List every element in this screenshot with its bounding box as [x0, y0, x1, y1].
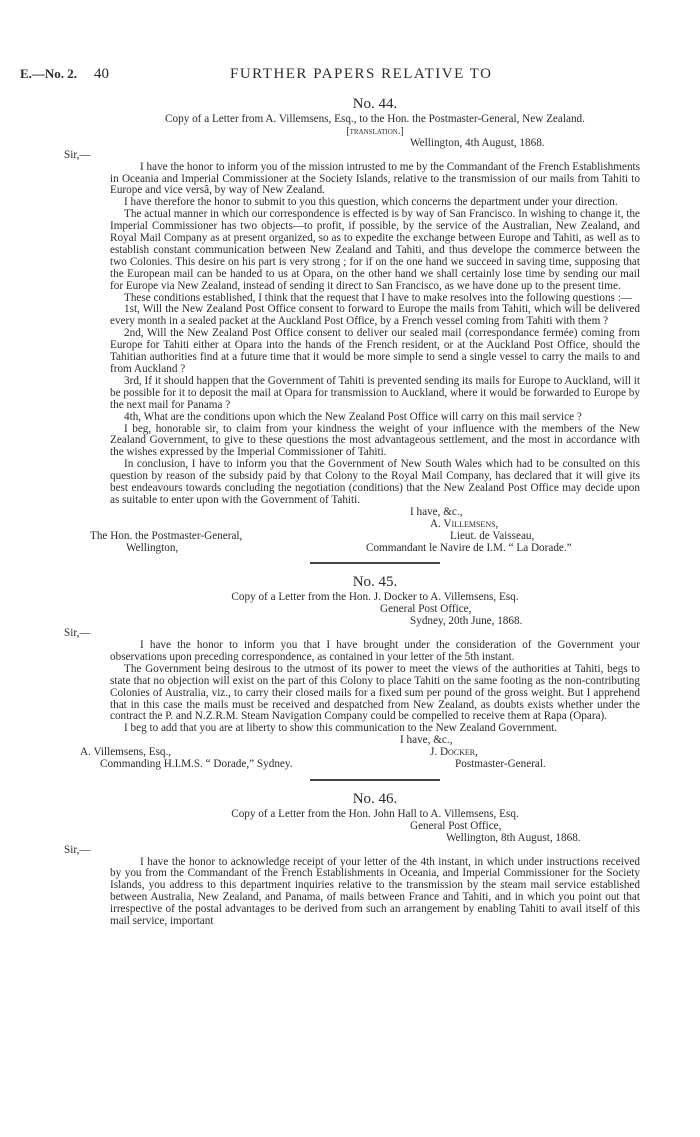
letter-number: No. 45. — [352, 574, 398, 591]
letter-46 — [64, 789, 640, 928]
signer-post-line: Wellington, Commandant le Navire de I.M. “ La Dorade.” — [126, 541, 572, 554]
paragraph: These conditions established, I think that the request that I have to make resolves into the following questions :— — [124, 291, 632, 304]
salutation: Sir,— — [64, 148, 91, 161]
letter-heading: Copy of a Letter from the Hon. J. Docker to A. Villemsens, Esq. — [231, 591, 519, 604]
office-line: General Post Office, — [380, 603, 472, 616]
running-title: FURTHER PAPERS RELATIVE TO — [230, 66, 493, 82]
letter-heading: Copy of a Letter from A. Villemsens, Esq., to the Hon. the Postmaster-General, New Zealand. — [165, 113, 585, 125]
question: 2nd, Will the New Zealand Post Office consent to deliver our sealed mail (correspondance fermée) coming from Europe for Tahiti either at Opara into the hands of the French resident, or at the Auckland Post Office, should the Tahitian authorities find at a future time that it would be more simple to send a single vessel to carry the mails to and from Auckland ? — [110, 327, 640, 376]
letter-number: No. 44. — [352, 96, 398, 112]
salutation: Sir,— — [64, 843, 91, 856]
signature-line: A. Villemsens, Esq., J. Docker, — [80, 746, 478, 759]
letter-45 — [64, 572, 640, 771]
closing: I have, &c., — [410, 505, 463, 518]
section-divider — [310, 779, 440, 781]
date-line: Sydney, 20th June, 1868. — [410, 615, 523, 628]
translation-note: [translation.] — [346, 125, 404, 137]
section-divider — [310, 562, 440, 564]
paper-reference: E.—No. 2. — [20, 66, 78, 81]
paragraph: I have the honor to inform you that I have brought under the consideration of the Government your observations upon preceding correspondence, as contained in your letter of the 5th instant. — [110, 639, 640, 663]
signer-rank-line: The Hon. the Postmaster-General, Lieut. de Vaisseau, — [90, 529, 535, 542]
paragraph: I have therefore the honor to submit to you this question, which concerns the department under your direction. — [124, 196, 618, 209]
letter-44 — [64, 94, 640, 554]
date-line: Wellington, 4th August, 1868. — [410, 136, 545, 149]
paragraph: I have the honor to inform you of the mission intrusted to me by the Commandant of the French Establishments in Oceania and Imperial Commissioner at the Society Islands, relative to the transmission of our mails from Tahiti to Europe and vice versâ, by way of New Zealand. — [110, 160, 640, 197]
paragraph: The actual manner in which our correspondence is effected is by way of San Francisco. In wishing to change it, the Imperial Commissioner has two objects—to profit, if possible, by the service of the Australian, New Zealand, and Royal Mail Company as at present organized, so as to expedite the exchange between Europe and Tahiti, as well as to establish constant communication between New Zealand and Tahiti, and thus develope the commerce between the two Colonies. This desire on his part is very strong ; for if on the one hand we succeed in saving time, supposing that the European mail can be handed to us at Opara, on the other hand we shall certainly lose time by sending our mail for Europe via New Zealand, instead of sending it direct to San Francisco, as we have done up to the present time. — [110, 208, 640, 292]
paragraph: I beg, honorable sir, to claim from your kindness the weight of your influence with the members of the New Zealand Government, to give to these questions the most advantageous settlement, and the most in accordance with the wishes expressed by the Imperial Commissioner of Tahiti. — [110, 422, 640, 459]
question: 4th, What are the conditions upon which the New Zealand Post Office will carry on this mail service ? — [124, 410, 582, 423]
page-header — [0, 66, 700, 86]
salutation: Sir,— — [64, 627, 91, 640]
paragraph: The Government being desirous to the utmost of its power to meet the views of the authorities at Tahiti, begs to state that no objection will exist on the part of this Colony to place Tahiti on the same footing as the non-contributing Colonies of Australia, viz., to carry their closed mails for a fixed sum per pound of the gross weight. But I apprehend that in this case the mails must be received and despatched from New Zealand, as doubts exists whether under the contract the P. and N.Z.R.M. Steam Navigation Company could be compelled to receive them at Rapa (Opara). — [110, 662, 640, 723]
office-line: General Post Office, — [410, 819, 502, 832]
question: 3rd, If it should happen that the Government of Tahiti is prevented sending its mails for Europe to Auckland, will it be possible for it to deposit the mail at Opara for transmission to Auckland, where it would be forwarded to Europe by the next mail for Panama ? — [110, 374, 640, 411]
paragraph: I have the honor to acknowledge receipt of your letter of the 4th instant, in which under instructions received by you from the Commandant of the French Establishments in Oceania, and Imperial Commissioner for the Society Islands, you address to this department inquiries relative to the transmission by the steam mail service established between Australia, New Zealand, and Panama, of mails between France and Tahiti, and in which you point out that irrespective of the postal advantages to be derived from such an arrangement by enabling Tahiti to avail itself of this mail service, important — [110, 855, 640, 928]
letter-number: No. 46. — [352, 790, 398, 807]
signature: A. Villemsens, — [430, 517, 499, 530]
date-line: Wellington, 8th August, 1868. — [446, 831, 581, 844]
letter-heading: Copy of a Letter from the Hon. John Hall to A. Villemsens, Esq. — [231, 807, 519, 820]
page-number: 40 — [94, 66, 109, 82]
paragraph: In conclusion, I have to inform you that the Government of New South Wales which had to be consulted on this question by reason of the subsidy paid by that Colony to the Royal Mail Company, has declared that it will give its best endeavours towards concluding the negotiation (conditions) that the New Zealand Post Office may decide upon as suitable to enter upon with the Government of Tahiti. — [110, 458, 640, 506]
paragraph: I beg to add that you are at liberty to show this communication to the New Zealand Government. — [124, 722, 558, 735]
question: 1st, Will the New Zealand Post Office consent to forward to Europe the mails from Tahiti, which will be delivered every month in a sealed packet at the Auckland Post Office, by a French vessel coming from Tahiti with them ? — [110, 303, 640, 328]
document-body — [64, 94, 640, 928]
closing: I have, &c., — [400, 734, 453, 747]
signer-title-line: Commanding H.I.M.S. “ Dorade,” Sydney. Postmaster-General. — [100, 758, 546, 771]
